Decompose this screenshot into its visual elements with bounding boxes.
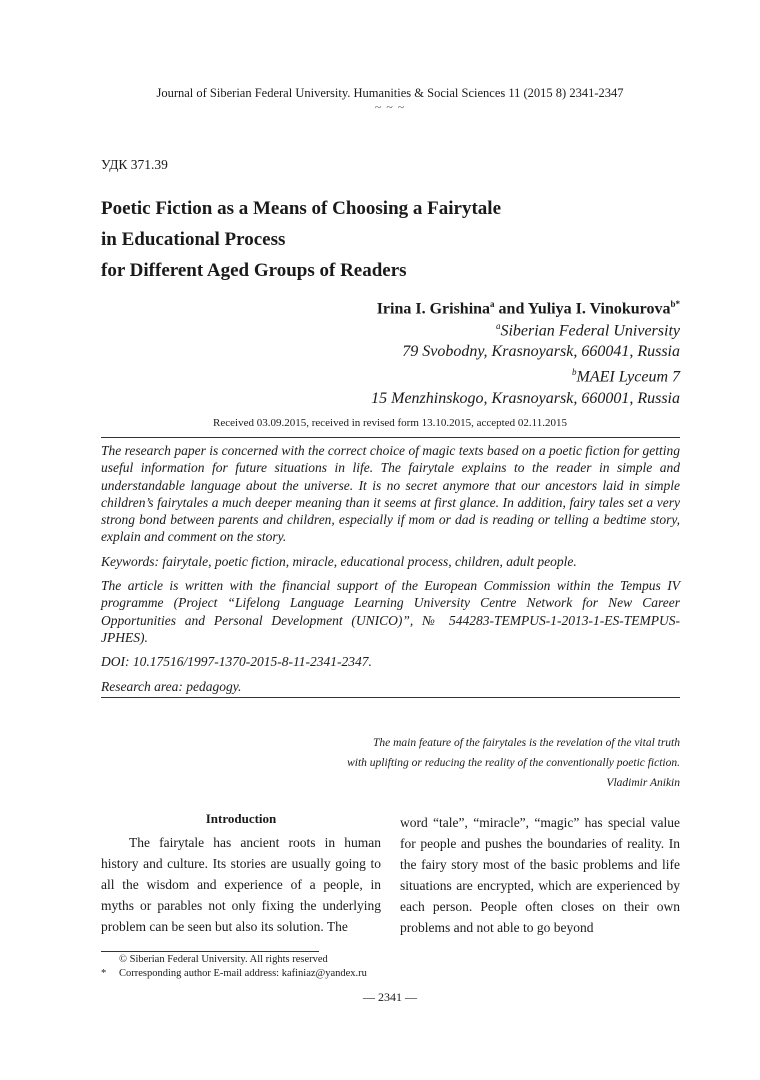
- epigraph-line: with uplifting or reducing the reality of the conventionally poetic fiction.: [347, 757, 680, 769]
- author-connector: and: [494, 300, 528, 318]
- section-heading: Introduction: [205, 811, 277, 826]
- affiliation-line: 15 Menzhinskogo, Krasnoyarsk, 660001, Russia: [371, 389, 680, 407]
- abstract-text: The research paper is concerned with the correct choice of magic texts based on a poetic fiction for getting useful information for future situations in life. The fairytale explains to the reader in simple and understandable language about the universe. It is no secret anymore that our ancestors laid in simple children’s fairytales a much deeper meaning than it seems at first glance. In addition, fairy tales set a very strong bond between parents and children, especially if mom or dad is reading or telling a bedtime story, explain and comment on the story.: [101, 443, 680, 545]
- author-affil-mark: a: [490, 299, 495, 309]
- received-dates: Received 03.09.2015, received in revised form 13.10.2015, accepted 02.11.2015: [213, 417, 567, 429]
- abstract-block: [101, 442, 680, 702]
- author-affil-mark: b*: [670, 299, 680, 309]
- title-line: Poetic Fiction as a Means of Choosing a Fairytale: [101, 198, 502, 219]
- divider-bottom: [101, 697, 680, 698]
- footnote-divider: [101, 951, 319, 952]
- paper-title: [101, 193, 501, 286]
- author-name: Yuliya I. Vinokurova: [527, 300, 671, 318]
- keywords: Keywords: fairytale, poetic fiction, miracle, educational process, children, adult people.: [101, 553, 577, 569]
- divider-top: [101, 437, 680, 438]
- page-number: — 2341 —: [363, 990, 417, 1004]
- footnote-corresponding: * Corresponding author E-mail address: kafiniaz@yandex.ru: [101, 968, 367, 979]
- epigraph: [347, 733, 680, 793]
- title-line: for Different Aged Groups of Readers: [101, 260, 407, 281]
- affiliation-line: $^b$MAEI Lyceum 7: [572, 367, 680, 386]
- doi: DOI: 10.17516/1997-1370-2015-8-11-2341-2347.: [101, 654, 372, 670]
- column-left: [101, 812, 381, 937]
- column-right: [400, 812, 680, 938]
- funding-note: The article is written with the financial support of the European Commission within the Tempus IV programme (Project “Lifelong Language Learning University Centre Network for New Career Opportunities and Personal Development (UNICO)”, № 544283-TEMPUS-1-2013-1-ES-TEMPUS-JPHES).: [101, 578, 680, 645]
- epigraph-line: The main feature of the fairytales is the revelation of the vital truth: [372, 737, 680, 749]
- journal-header: Journal of Siberian Federal University. Humanities & Social Sciences 11 (2015 8) 2341-2347: [156, 86, 624, 100]
- affiliation-line: 79 Svobodny, Krasnoyarsk, 660041, Russia: [402, 343, 680, 361]
- title-line: in Educational Process: [101, 229, 286, 250]
- epigraph-author: Vladimir Anikin: [606, 777, 680, 789]
- research-area: Research area: pedagogy.: [101, 678, 242, 694]
- author-name: Irina I. Grishina: [376, 300, 491, 318]
- affiliations: [371, 316, 680, 409]
- body-text: The fairytale has ancient roots in human history and culture. Its stories are usually going to all the wisdom and experience of a people, in myths or parables not only fixing the underlying problem can be seen but also its solution. The: [101, 835, 381, 934]
- footnote-copyright: © Siberian Federal University. All rights reserved: [119, 954, 328, 965]
- body-text: word “tale”, “miracle”, “magic” has special value for people and pushes the boundaries of reality. In the fairy story most of the basic problems and life situations are encrypted, which are experienced by each person. People often closes on their own problems and not able to go beyond: [400, 815, 680, 935]
- udk-code: УДК 371.39: [101, 157, 168, 172]
- header-ornament: ~ ~ ~: [374, 100, 406, 114]
- affiliation-line: $^a$Siberian Federal University: [495, 321, 680, 340]
